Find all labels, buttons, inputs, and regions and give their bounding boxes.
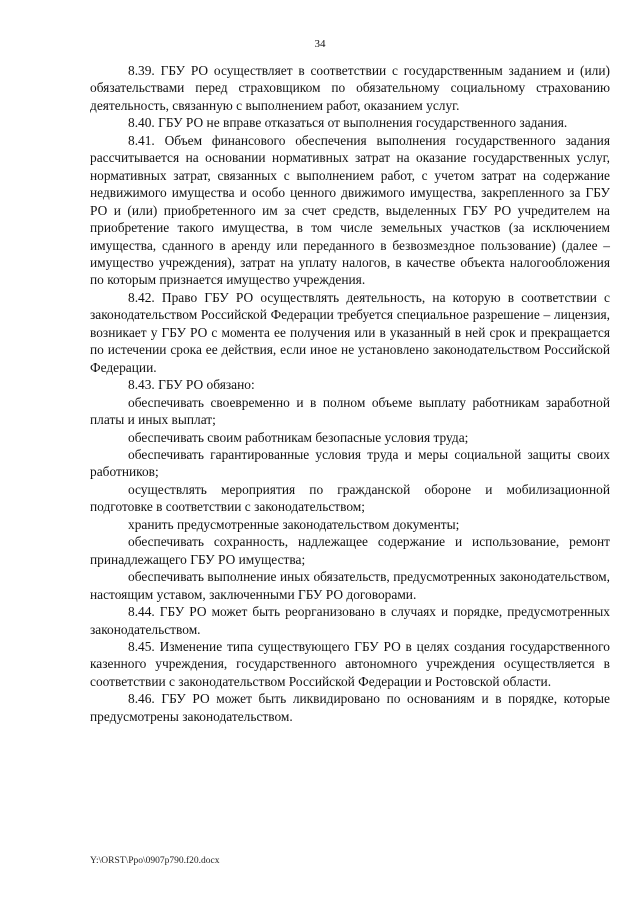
page-number: 34 (314, 38, 326, 50)
paragraph-8-42: 8.42. Право ГБУ РО осуществлять деятельность, на которую в соответствии с законодательством Российской Федерации требуется специальное разрешение – лицензия, возникает у ГБУ РО с момента ее получения или в указанный в ней срок и прекращается по истечении срока ее действия, если иное не установлено законодательством Российской Федерации. (90, 289, 610, 375)
obligation-item: обеспечивать выполнение иных обязательств, предусмотренных законодательством, настоящим уставом, заключенными ГБУ РО договорами. (90, 569, 610, 602)
paragraph-8-41: 8.41. Объем финансового обеспечения выполнения государственного задания рассчитывается на основании нормативных затрат на оказание государственных услуг, нормативных затрат, связанных с выполнением работ, с учетом затрат на содержание недвижимого имущества и особо ценного движимого имущества, закрепленного за ГБУ РО и (или) приобретенного им за счет средств, выделенных ГБУ РО учредителем на приобретение такого имущества, в том числе земельных участков (за исключением имущества, сданного в аренду или переданного в безвозмездное пользование) (далее – имущество учреждения), затрат на уплату налогов, в качестве объекта налогообложения по которым признается имущество учреждения. (90, 132, 610, 288)
obligation-item: обеспечивать сохранность, надлежащее содержание и использование, ремонт принадлежащего ГБУ РО имущества; (90, 534, 610, 567)
obligation-item: осуществлять мероприятия по гражданской обороне и мобилизационной подготовке в соответствии с законодательством; (90, 481, 610, 515)
file-path-footer: Y:\ORST\Ppo\0907p790.f20.docx (90, 856, 220, 866)
paragraph-8-43: 8.43. ГБУ РО обязано: (128, 377, 255, 393)
paragraph-8-40: 8.40. ГБУ РО не вправе отказаться от выполнения государственного задания. (128, 115, 568, 131)
document-body (90, 62, 610, 725)
obligation-item: обеспечивать своим работникам безопасные условия труда; (128, 429, 469, 445)
paragraph-8-44: 8.44. ГБУ РО может быть реорганизовано в случаях и порядке, предусмотренных законодательством. (90, 604, 610, 637)
obligation-item: хранить предусмотренные законодательством документы; (128, 516, 460, 532)
obligation-item: обеспечивать гарантированные условия труда и меры социальной защиты своих работников; (90, 446, 610, 480)
obligation-item: обеспечивать своевременно и в полном объеме выплату работникам заработной платы и иных выплат; (90, 394, 610, 428)
paragraph-8-39: 8.39. ГБУ РО осуществляет в соответствии с государственным заданием и (или) обязательствами перед страховщиком по обязательному социальному страхованию деятельность, связанную с выполнением работ, оказанием услуг. (90, 63, 610, 113)
paragraph-8-46: 8.46. ГБУ РО может быть ликвидировано по основаниям и в порядке, которые предусмотрены законодательством. (90, 691, 610, 724)
paragraph-8-45: 8.45. Изменение типа существующего ГБУ РО в целях создания государственного казенного учреждения, государственного автономного учреждения осуществляется в соответствии с законодательством Российской Федерации и Ростовской области. (90, 638, 610, 689)
